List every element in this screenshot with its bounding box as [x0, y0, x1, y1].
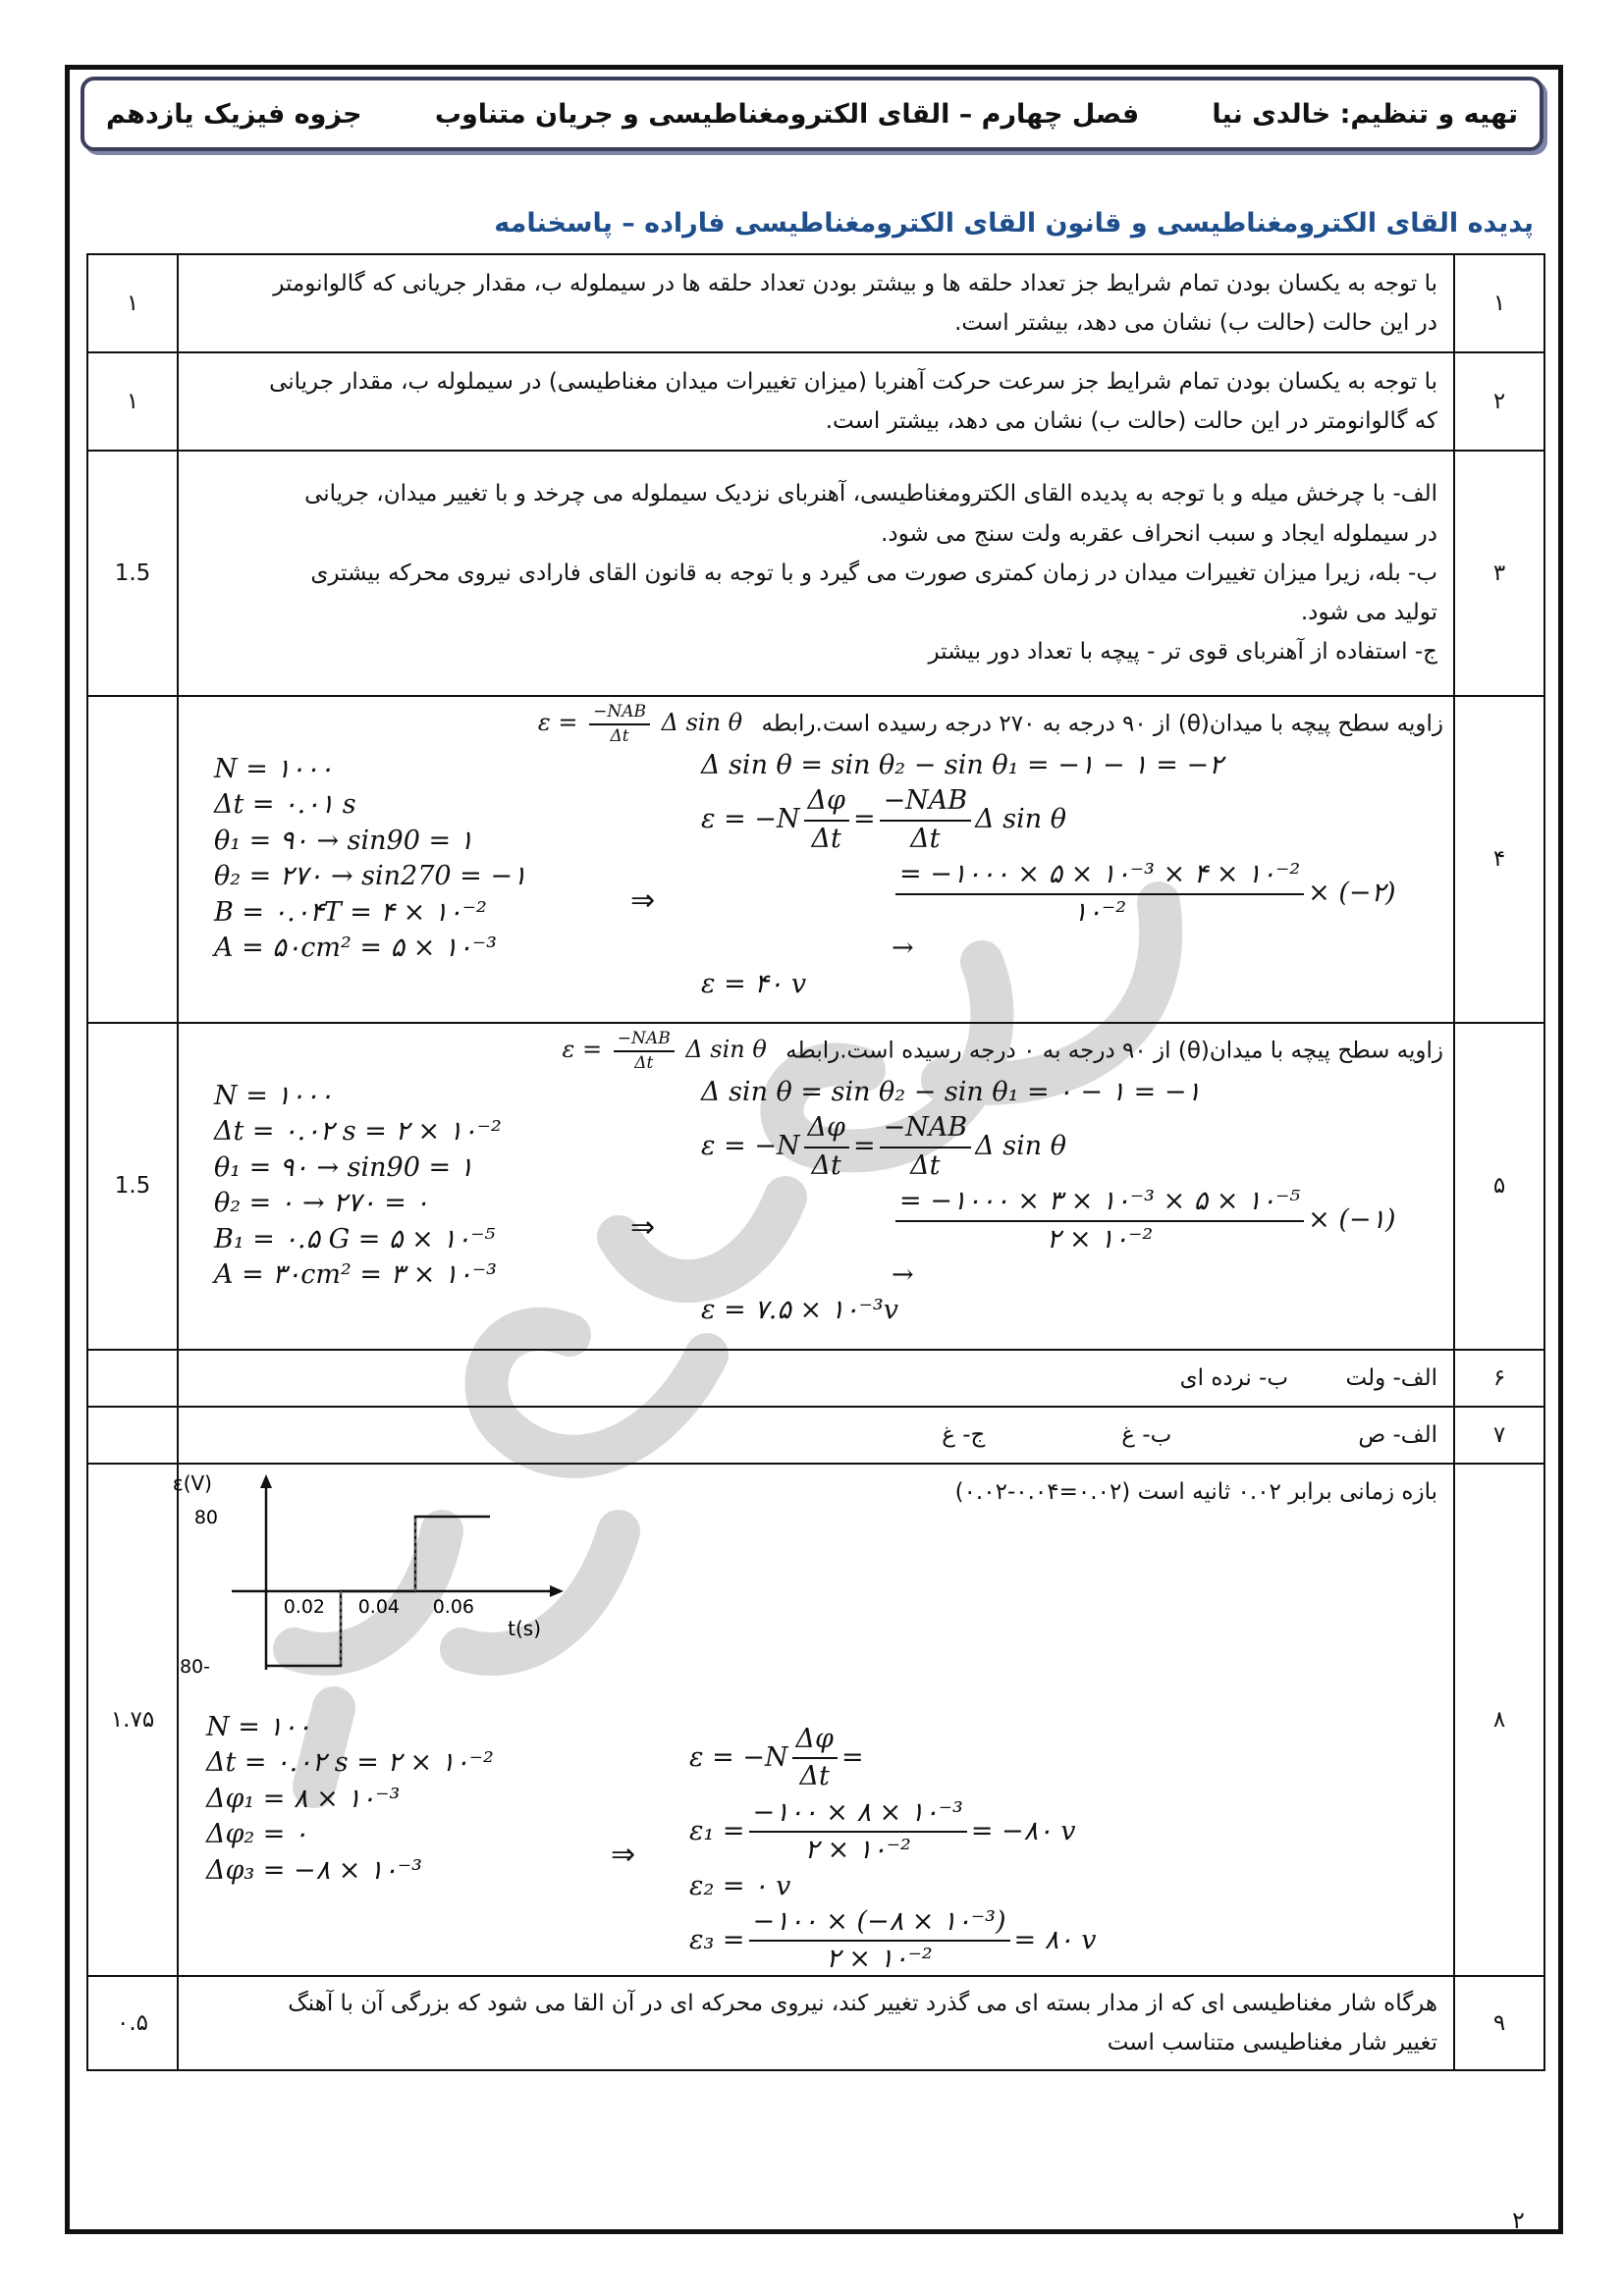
- step-part: = ۸۰ v: [1013, 1924, 1097, 1955]
- x-tick-label: 0.04: [357, 1595, 400, 1618]
- y-axis-arrowhead: [260, 1474, 272, 1488]
- frac: [804, 783, 849, 857]
- given: N = ۱۰۰: [206, 1711, 311, 1742]
- answer-calc: [172, 1464, 1454, 1976]
- step: [689, 1904, 1097, 1978]
- row8-container: [172, 1465, 1453, 1975]
- frac-top: = −۱۰۰۰ × ۵ × ۱۰⁻³ × ۴ × ۱۰⁻²: [895, 857, 1304, 894]
- x-axis-label: t(s): [508, 1616, 541, 1640]
- given: N = ۱۰۰۰: [214, 1080, 334, 1111]
- implies-arrow: ⇒: [611, 1837, 636, 1872]
- given: A = ۳۰cm² = ۳ × ۱۰⁻³: [214, 1258, 497, 1290]
- given: Δφ₃ = −۸ × ۱۰⁻³: [206, 1854, 423, 1886]
- answer-text: الف- ص ب- غ ج- غ: [178, 1407, 1454, 1464]
- frac: [749, 1904, 1010, 1978]
- given: Δφ₁ = ۸ × ۱۰⁻³: [206, 1783, 401, 1814]
- answer-row-2: [87, 352, 1544, 451]
- step: Δ sin θ = sin θ₂ − sin θ₁ = ۰ − ۱ = −۱: [701, 1076, 1201, 1107]
- answer-row-6: [87, 1350, 1544, 1407]
- y-tick-label: 80: [193, 1506, 218, 1528]
- question-number: ۵: [1454, 1023, 1544, 1350]
- given: Δt = ۰.۰۱ s: [214, 789, 356, 821]
- answer-line: تولید می شود.: [1300, 600, 1437, 626]
- page-header: [81, 77, 1543, 151]
- given: θ₂ = ۰ → ۲۷۰ = ۰: [214, 1188, 429, 1219]
- answer-row-4: [87, 696, 1544, 1023]
- emf-time-chart: [172, 1468, 605, 1680]
- steps: [689, 1722, 1097, 1978]
- question-number: ۷: [1454, 1407, 1544, 1464]
- frac-bottom: ۲ × ۱۰⁻²: [804, 1835, 911, 1866]
- frac-top: −NAB: [614, 1028, 675, 1052]
- answer-line: الف- با چرخش میله و با توجه به پدیده القای الکترومغناطیسی، آهنربای نزدیک سیملوله می چرخد و با تغییر میدان، جریانی: [304, 481, 1437, 507]
- answer-row-9: [87, 1976, 1544, 2070]
- step: ε = ۴۰ v: [701, 968, 807, 999]
- frac-top: −۱۰۰ × (−۸ × ۱۰⁻³): [749, 1904, 1010, 1942]
- frac-top: −NAB: [880, 783, 972, 821]
- step: ε = ۷.۵ × ۱۰⁻³v: [701, 1295, 898, 1326]
- frac: [749, 1795, 967, 1869]
- epsilon-label: ε =: [537, 709, 578, 737]
- answer-line: تغییر شار مغناطیسی متناسب است: [1107, 2029, 1437, 2056]
- answer-row-3: [87, 451, 1544, 696]
- given: A = ۵۰cm² = ۵ × ۱۰⁻³: [214, 933, 497, 964]
- frac-bottom: Δt: [910, 1149, 941, 1181]
- score: ۱: [87, 352, 178, 451]
- intro-text: بازه زمانی برابر ۰.۰۲ ثانیه است (۰.۰۲=۰.۰۴-۰.۰۲): [954, 1478, 1437, 1505]
- given: Δφ₂ = ۰: [206, 1819, 308, 1850]
- answer-text: [178, 451, 1454, 696]
- frac-top: Δφ: [804, 1110, 849, 1148]
- frac-bottom: Δt: [634, 1052, 654, 1073]
- frac: [804, 1110, 849, 1184]
- frac-top: −۱۰۰ × ۸ × ۱۰⁻³: [749, 1795, 967, 1833]
- step-part: = −۸۰ v: [970, 1815, 1076, 1846]
- score: [87, 1407, 178, 1464]
- step: →: [892, 1258, 914, 1290]
- intro-text: زاویه سطح پیچه با میدان(θ) از ۹۰ درجه به ۲۷۰ درجه رسیده است.رابطه: [761, 711, 1443, 737]
- intro-line: [189, 1028, 1443, 1075]
- givens-list: [206, 1710, 494, 1889]
- answer-text: [178, 352, 1454, 451]
- givens-list: [214, 752, 527, 967]
- answer-table: [86, 253, 1545, 2071]
- score: ۰.۵: [87, 1976, 178, 2070]
- answer-calc: [178, 696, 1454, 1023]
- frac-top: −NAB: [880, 1110, 972, 1148]
- frac: [880, 1110, 972, 1184]
- implies-arrow: ⇒: [630, 1209, 656, 1245]
- frac-bottom: ۲ × ۱۰⁻²: [1046, 1223, 1154, 1255]
- score: [87, 1350, 178, 1407]
- frac-bottom: Δt: [799, 1761, 830, 1792]
- formula-epsilon: [537, 702, 743, 746]
- step-part: ε₁ =: [689, 1815, 745, 1846]
- answer-text: [178, 1976, 1454, 2070]
- step: [689, 1795, 1097, 1869]
- step-part: ε₃ =: [689, 1924, 745, 1955]
- answer-line: در سیملوله ایجاد و سبب انحراف عقربه ولت سنج می شود.: [881, 520, 1437, 547]
- answer-row-5: [87, 1023, 1544, 1350]
- frac-bottom: ۱۰⁻²: [1073, 896, 1127, 928]
- frac-top: −NAB: [589, 701, 650, 725]
- frac: [792, 1722, 838, 1795]
- frac-bottom: Δt: [910, 823, 941, 854]
- x-tick-label: 0.06: [432, 1595, 474, 1618]
- answer-line: ج- استفاده از آهنربای قوی تر - پیچه با تعداد دور بیشتر: [928, 639, 1437, 666]
- frac-top: Δφ: [804, 783, 849, 821]
- step: [701, 1110, 1396, 1184]
- implies-arrow: ⇒: [630, 882, 656, 918]
- answer-text: الف- ولت ب- نرده ای: [178, 1350, 1454, 1407]
- answer-line: با توجه به یکسان بودن تمام شرایط جز سرعت حرکت آهنربا (میزان تغییرات میدان مغناطیسی) در سیملوله ب، مقدار جریانی: [269, 368, 1437, 395]
- steps: [701, 748, 1396, 1002]
- score: ۱: [87, 254, 178, 352]
- y-tick-label: -80: [179, 1655, 210, 1678]
- step: →: [892, 933, 914, 964]
- formula-fraction: [614, 1028, 675, 1075]
- answer-line: ب- بله، زیرا میزان تغییرات میدان در زمان کمتری صورت می گیرد و با توجه به قانون القای فارادی نیروی محرکه بیشتری: [310, 560, 1437, 586]
- eq: =: [852, 804, 876, 835]
- calc-block: [189, 1075, 1443, 1345]
- answer-line: هرگاه شار مغناطیسی ای که از مدار بسته ای می گذرد تغییر کند، نیروی محرکه ای در آن القا می شود که بزرگی آن با آهنگ: [288, 1990, 1437, 2016]
- step-part: Δ sin θ: [975, 804, 1066, 835]
- answer-line: در این حالت (حالت ب) نشان می دهد، بیشتر است.: [954, 310, 1437, 336]
- frac-bottom: Δt: [610, 725, 629, 746]
- answer-text: [178, 254, 1454, 352]
- score: [87, 696, 178, 1023]
- x-axis-arrowhead: [550, 1585, 564, 1597]
- answer-line: با توجه به یکسان بودن تمام شرایط جز تعداد حلقه ها و بیشتر بودن تعداد حلقه ها در سیملوله ب، مقدار جریانی که گالوانومتر: [273, 270, 1437, 296]
- formula-tail: Δ sin θ: [685, 1036, 767, 1064]
- formula-tail: Δ sin θ: [661, 709, 743, 737]
- question-number: ۶: [1454, 1350, 1544, 1407]
- question-number: ۹: [1454, 1976, 1544, 2070]
- given: B = ۰.۰۴T = ۴ × ۱۰⁻²: [214, 896, 487, 928]
- header-chapter: فصل چهارم – القای الکترومغناطیسی و جریان متناوب: [434, 98, 1140, 130]
- header-course: جزوه فیزیک یازدهم: [106, 98, 362, 130]
- answer-line: که گالوانومتر در این حالت (حالت ب) نشان می دهد، بیشتر است.: [825, 408, 1437, 434]
- given: θ₁ = ۹۰ → sin90 = ۱: [214, 825, 474, 856]
- question-number: ۳: [1454, 451, 1544, 696]
- step-part: Δ sin θ: [975, 1131, 1066, 1162]
- step-part: ε = −N: [701, 1131, 800, 1162]
- page-number: ۲: [1512, 2207, 1525, 2234]
- frac-bottom: ۲ × ۱۰⁻²: [826, 1944, 933, 1975]
- score: ۱.۷۵: [87, 1464, 178, 1976]
- given: Δt = ۰.۰۲ s = ۲ × ۱۰⁻²: [214, 1116, 502, 1148]
- question-number: ۲: [1454, 352, 1544, 451]
- step: [689, 1722, 1097, 1795]
- formula-fraction: [589, 701, 650, 748]
- step: ε₂ = ۰ v: [689, 1870, 791, 1901]
- score: 1.5: [87, 451, 178, 696]
- step-part: ε = −N: [689, 1741, 788, 1773]
- epsilon-label: ε =: [562, 1036, 603, 1064]
- question-number: ۱: [1454, 254, 1544, 352]
- eq: =: [852, 1131, 876, 1162]
- intro-text: زاویه سطح پیچه با میدان(θ) از ۹۰ درجه به ۰ درجه رسیده است.رابطه: [785, 1038, 1443, 1064]
- answer-row-7: [87, 1407, 1544, 1464]
- frac-top: Δφ: [792, 1722, 838, 1759]
- given: B₁ = ۰.۵ G = ۵ × ۱۰⁻⁵: [214, 1223, 496, 1255]
- givens-list: [214, 1079, 502, 1294]
- steps: [701, 1075, 1396, 1329]
- calc-block: [189, 748, 1443, 1018]
- answer-calc: [178, 1023, 1454, 1350]
- frac-bottom: Δt: [811, 823, 841, 854]
- formula-epsilon: [562, 1028, 767, 1073]
- frac-top: = −۱۰۰۰ × ۳ × ۱۰⁻³ × ۵ × ۱۰⁻⁵: [895, 1184, 1304, 1221]
- step: [701, 857, 1396, 931]
- eq: =: [840, 1741, 864, 1773]
- step: Δ sin θ = sin θ₂ − sin θ₁ = −۱ − ۱ = −۲: [701, 749, 1223, 780]
- frac: [895, 1184, 1304, 1257]
- given: Δt = ۰.۰۲ s = ۲ × ۱۰⁻²: [206, 1747, 494, 1779]
- question-number: ۸: [1454, 1464, 1544, 1976]
- y-axis-label: ε(V): [172, 1470, 212, 1495]
- x-tick-label: 0.02: [283, 1595, 325, 1618]
- score: 1.5: [87, 1023, 178, 1350]
- step-part: × (−۲): [1308, 878, 1396, 909]
- given: θ₂ = ۲۷۰ → sin270 = −۱: [214, 861, 527, 892]
- given: N = ۱۰۰۰: [214, 753, 334, 784]
- given: θ₁ = ۹۰ → sin90 = ۱: [214, 1151, 474, 1183]
- step: [701, 1184, 1396, 1257]
- answer-row-8: [87, 1464, 1544, 1976]
- frac-bottom: Δt: [811, 1149, 841, 1181]
- step-part: ε = −N: [701, 804, 800, 835]
- step-part: × (−۱): [1308, 1204, 1396, 1235]
- frac: [895, 857, 1304, 931]
- frac: [880, 783, 972, 857]
- step: [701, 783, 1396, 857]
- section-title: پدیده القای الکترومغناطیسی و قانون القای الکترومغناطیسی فاراده – پاسخنامه: [494, 208, 1534, 239]
- answer-row-1: [87, 254, 1544, 352]
- intro-line: [189, 701, 1443, 748]
- header-author: تهیه و تنظیم: خالدی نیا: [1212, 98, 1518, 130]
- question-number: ۴: [1454, 696, 1544, 1023]
